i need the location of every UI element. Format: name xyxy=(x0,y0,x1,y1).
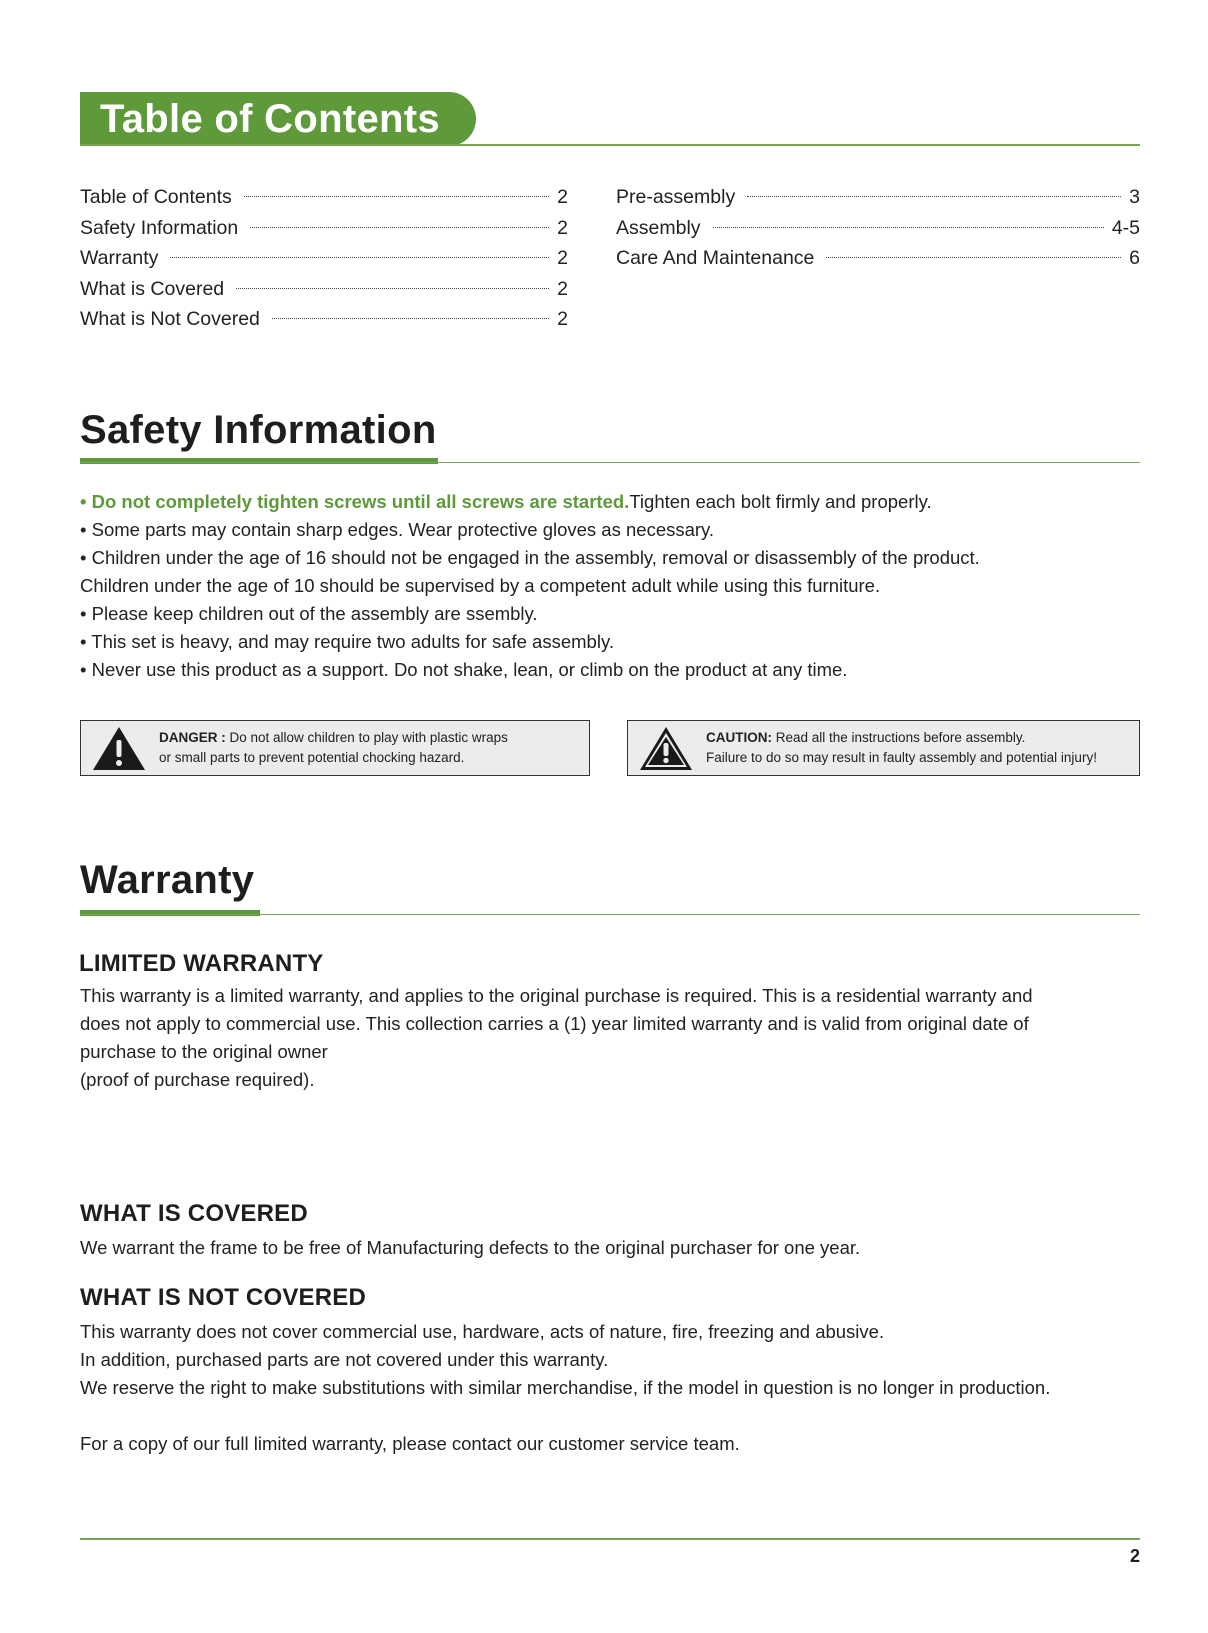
caution-text xyxy=(706,728,1097,768)
danger-text xyxy=(159,728,508,768)
caution-triangle-icon xyxy=(638,724,694,772)
toc-entry-page: 3 xyxy=(1129,186,1140,208)
limited-warranty-heading: LIMITED WARRANTY xyxy=(79,950,324,977)
caution-box xyxy=(627,720,1140,776)
safety-bullet-continuation: Children under the age of 10 should be supervised by a competent adult while using this furniture. xyxy=(80,575,881,596)
warranty-title-underline xyxy=(80,910,260,916)
warranty-rule xyxy=(80,914,1140,915)
toc-leader-dots xyxy=(250,227,549,228)
warranty-title: Warranty xyxy=(80,858,255,902)
toc-entry[interactable] xyxy=(80,186,568,217)
toc-entry[interactable] xyxy=(80,247,568,278)
caution-line2: Failure to do so may result in faulty assembly and potential injury! xyxy=(706,750,1097,765)
toc-leader-dots xyxy=(713,227,1104,228)
toc-entry[interactable] xyxy=(616,247,1140,278)
toc-entry-page: 2 xyxy=(557,186,568,208)
paragraph-line: For a copy of our full limited warranty, please contact our customer service team. xyxy=(80,1433,740,1454)
toc-entry-page: 4-5 xyxy=(1111,216,1140,239)
paragraph-line: We warrant the frame to be free of Manufacturing defects to the original purchaser for one year. xyxy=(80,1237,861,1258)
toc-leader-dots xyxy=(272,318,549,319)
paragraph-line: purchase to the original owner xyxy=(80,1041,328,1062)
toc-entry-label: Safety Information xyxy=(80,216,239,239)
toc-leader-dots xyxy=(236,288,549,289)
danger-line2: or small parts to prevent potential chocking hazard. xyxy=(159,750,465,765)
footer-rule xyxy=(80,1538,1140,1540)
danger-label: DANGER : xyxy=(159,730,226,745)
paragraph-line: We reserve the right to make substitutions with similar merchandise, if the model in question is no longer in production. xyxy=(80,1377,1051,1398)
safety-bullet: • Please keep children out of the assembly are ssembly. xyxy=(80,603,538,624)
page-number: 2 xyxy=(1129,1546,1140,1566)
safety-title: Safety Information xyxy=(80,408,437,452)
toc-entry[interactable] xyxy=(616,217,1140,248)
toc-rule xyxy=(80,144,1140,146)
toc-entry-page: 2 xyxy=(557,277,568,300)
paragraph-line: does not apply to commercial use. This collection carries a (1) year limited warranty and is valid from original date of xyxy=(80,1013,1029,1034)
toc-right-column xyxy=(616,186,1140,278)
toc-leader-dots xyxy=(747,196,1121,197)
safety-bullets xyxy=(80,488,1140,684)
limited-warranty-text xyxy=(80,982,1144,1094)
toc-entry[interactable] xyxy=(80,308,568,339)
paragraph-line: (proof of purchase required). xyxy=(80,1069,315,1090)
what-is-not-covered-heading: WHAT IS NOT COVERED xyxy=(80,1284,367,1311)
toc-banner xyxy=(80,92,476,146)
danger-box xyxy=(80,720,590,776)
caution-line1: Read all the instructions before assembly. xyxy=(772,730,1026,745)
toc-entry[interactable] xyxy=(616,186,1140,217)
paragraph-line: This warranty is a limited warranty, and applies to the original purchase is required. This is a residential warranty and xyxy=(80,985,1033,1006)
safety-rule xyxy=(80,462,1140,463)
toc-entry-page: 2 xyxy=(557,308,568,330)
toc-entry-label: Assembly xyxy=(616,216,701,239)
toc-left-column xyxy=(80,186,568,339)
toc-leader-dots xyxy=(244,196,549,197)
safety-bullet: • This set is heavy, and may require two adults for safe assembly. xyxy=(80,631,614,652)
toc-leader-dots xyxy=(170,257,549,258)
toc-entry[interactable] xyxy=(80,278,568,309)
paragraph-line: This warranty does not cover commercial use, hardware, acts of nature, fire, freezing and abusive. xyxy=(80,1321,885,1342)
safety-title-underline xyxy=(80,458,438,464)
toc-title: Table of Contents xyxy=(100,97,440,141)
paragraph-line: In addition, purchased parts are not covered under this warranty. xyxy=(80,1349,609,1370)
what-is-covered-heading: WHAT IS COVERED xyxy=(80,1200,308,1227)
safety-bullet: • Some parts may contain sharp edges. Wear protective gloves as necessary. xyxy=(80,519,715,540)
toc-entry-label: What is Not Covered xyxy=(80,308,260,330)
safety-bullet-highlight: • Do not completely tighten screws until all screws are started. xyxy=(80,491,630,512)
toc-entry-page: 2 xyxy=(557,216,568,239)
toc-entry-label: Table of Contents xyxy=(80,186,232,208)
toc-entry[interactable] xyxy=(80,217,568,248)
toc-entry-label: Care And Maintenance xyxy=(616,247,815,269)
safety-bullet-text: Tighten each bolt firmly and properly. xyxy=(629,491,932,512)
warning-triangle-icon xyxy=(91,724,147,772)
what-is-not-covered-text xyxy=(80,1318,1144,1402)
what-is-covered-text xyxy=(80,1234,1144,1262)
caution-label: CAUTION: xyxy=(706,730,772,745)
toc-leader-dots xyxy=(826,257,1121,258)
toc-entry-label: What is Covered xyxy=(80,277,225,300)
toc-entry-page: 2 xyxy=(557,247,568,269)
contact-text xyxy=(80,1430,1144,1458)
safety-bullet xyxy=(80,488,1140,516)
danger-line1: Do not allow children to play with plastic wraps xyxy=(225,730,508,745)
toc-entry-page: 6 xyxy=(1129,247,1140,269)
toc-entry-label: Pre-assembly xyxy=(616,186,736,208)
toc-entry-label: Warranty xyxy=(80,247,159,269)
safety-bullet: • Children under the age of 16 should not be engaged in the assembly, removal or disassembly of the product. xyxy=(80,547,980,568)
safety-bullet: • Never use this product as a support. Do not shake, lean, or climb on the product at any time. xyxy=(80,659,848,680)
